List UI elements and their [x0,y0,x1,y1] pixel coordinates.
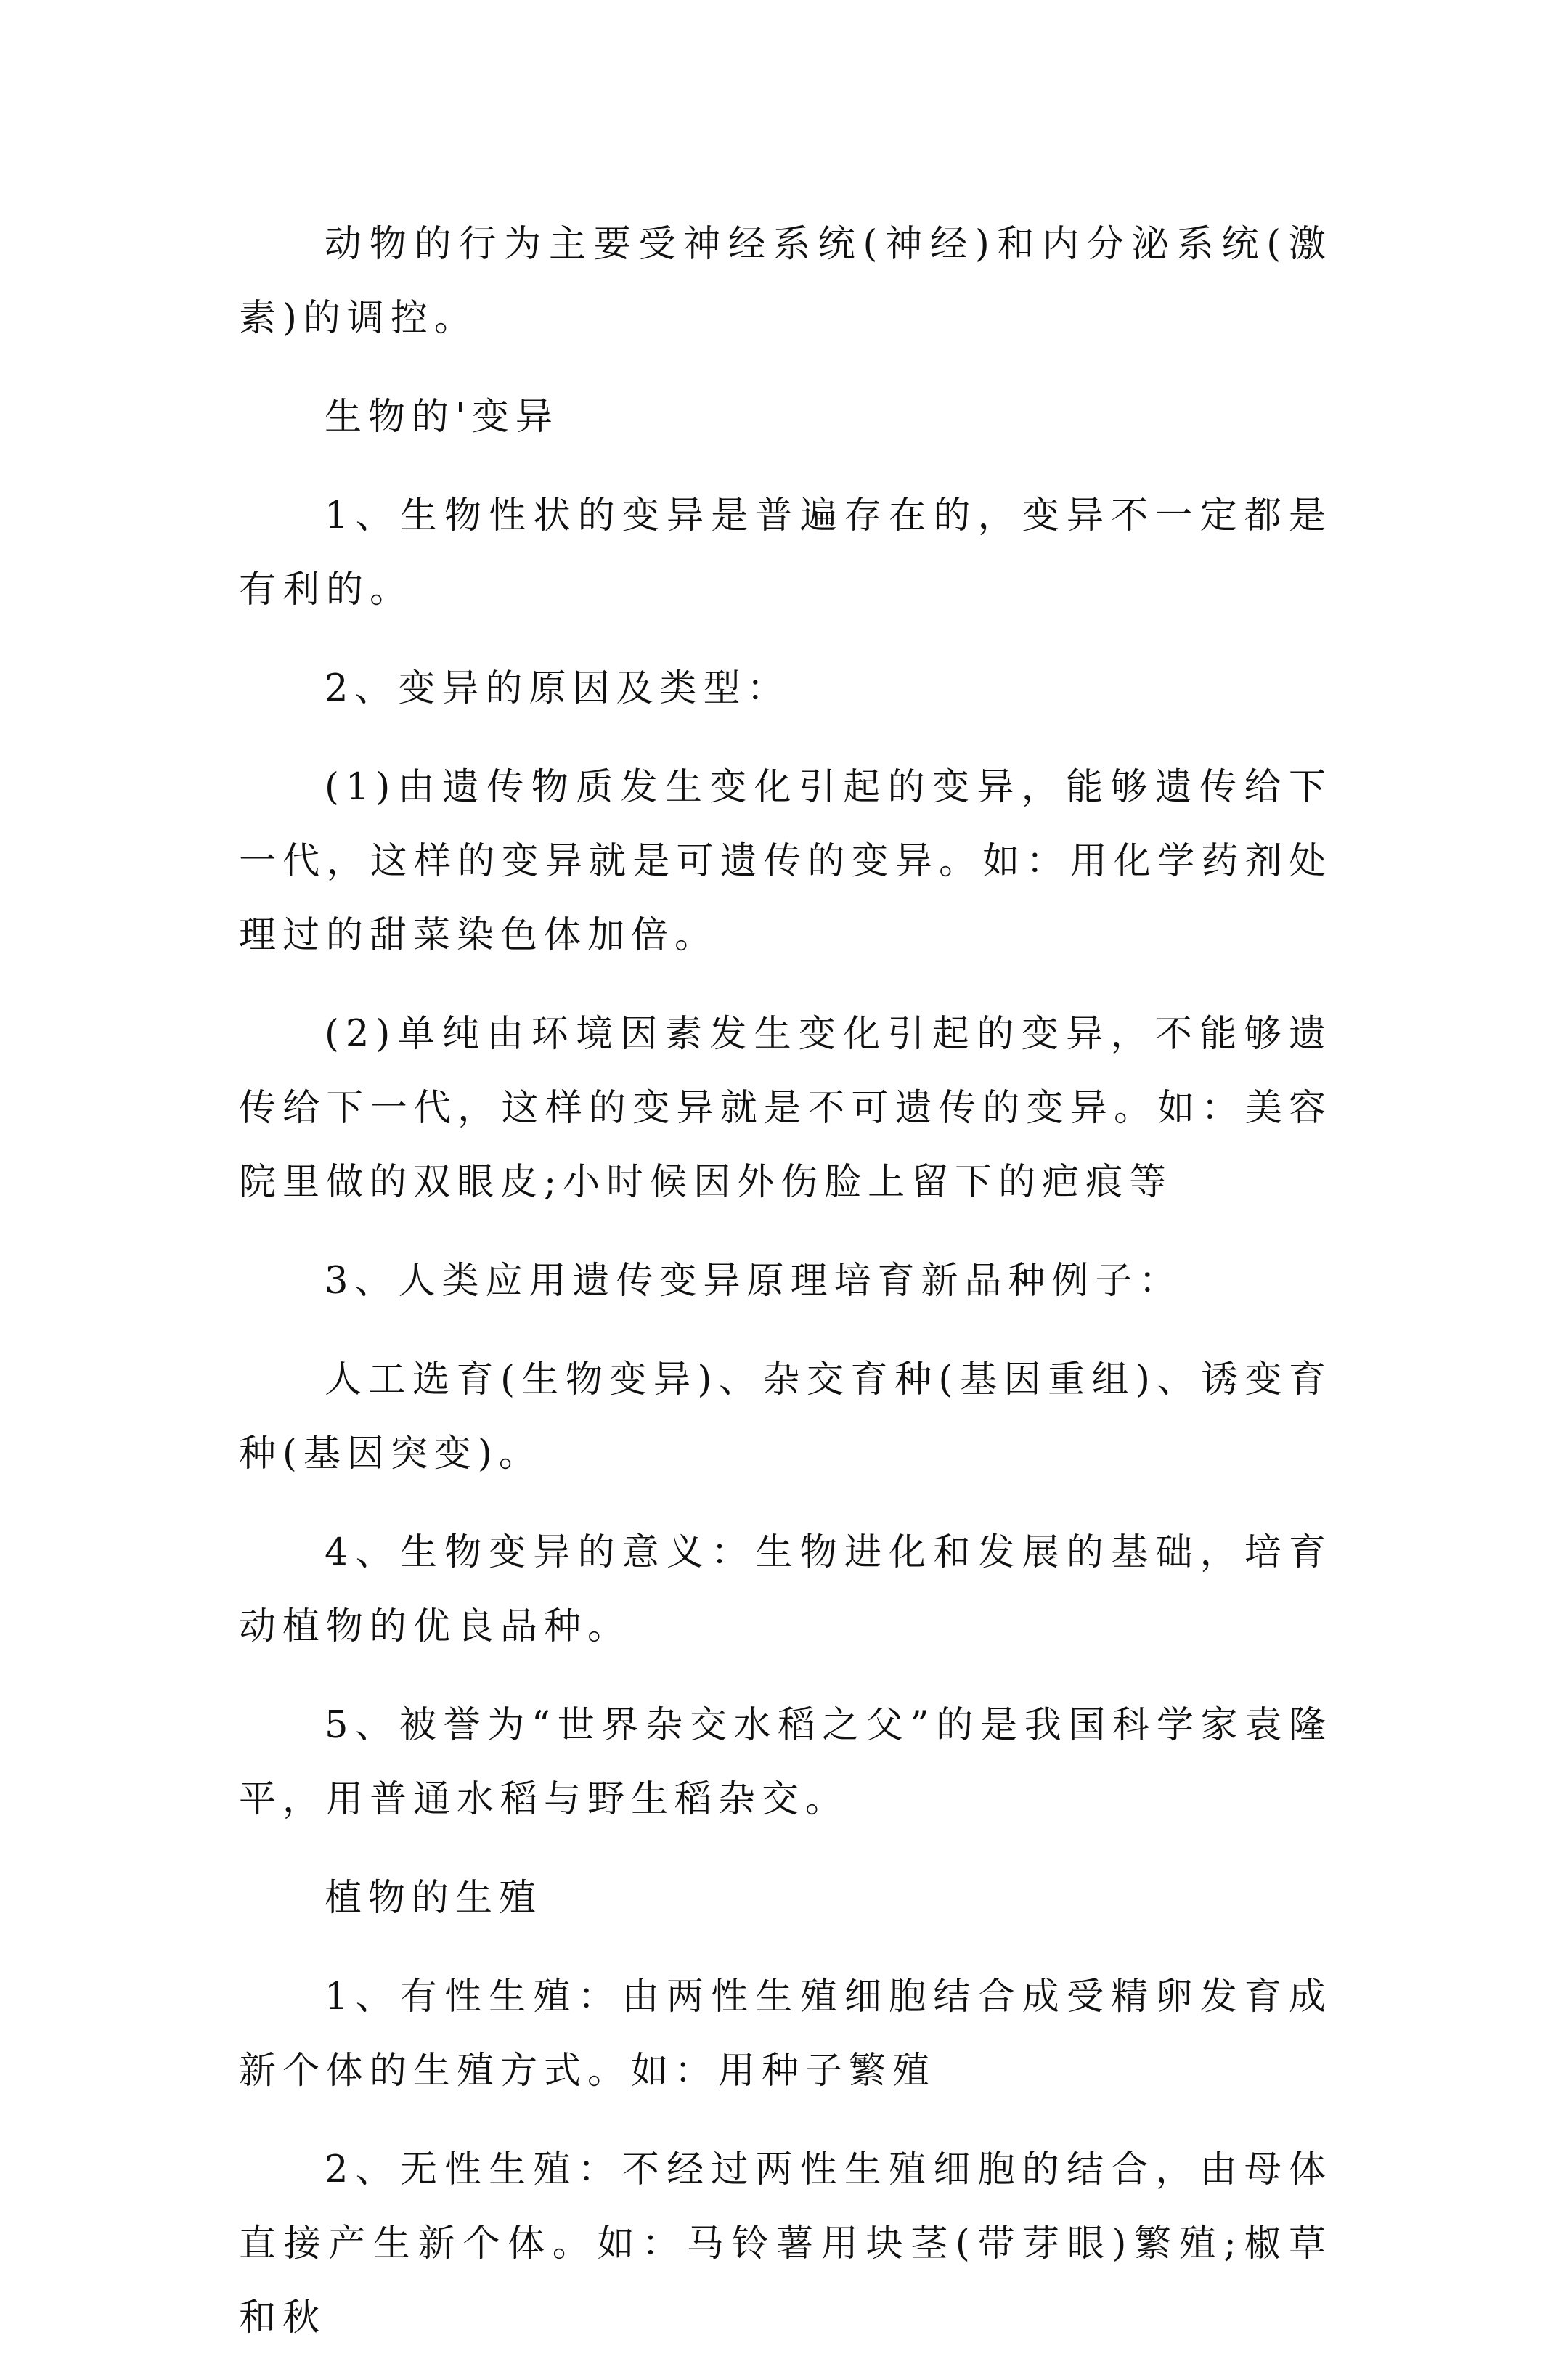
section-heading-variation: 生物的'变异 [325,396,560,439]
paragraph-variation-3: 3、人类应用遗传变异原理培育新品种例子： [325,1260,1183,1303]
paragraph-reproduction-2: 2、无性生殖：不经过两性生殖细胞的结合，由母体直接产生新个体。如：马铃薯用块茎(带芽眼)繁殖;椒草和秋 [239,2148,1332,2339]
paragraph-behavior-control: 动物的行为主要受神经系统(神经)和内分泌系统(激素)的调控。 [239,223,1332,340]
paragraph-variation-4: 4、生物变异的意义：生物进化和发展的基础，培育动植物的优良品种。 [239,1531,1332,1648]
section-heading-plant-reproduction: 植物的生殖 [325,1877,543,1920]
paragraph-variation-1: 1、生物性状的变异是普遍存在的，变异不一定都是有利的。 [239,494,1332,611]
document-body [239,208,1332,2380]
paragraph-variation-5: 5、被誉为“世界杂交水稻之父”的是我国科学家袁隆平，用普通水稻与野生稻杂交。 [239,1704,1332,1821]
paragraph-reproduction-1: 1、有性生殖：由两性生殖细胞结合成受精卵发育成新个体的生殖方式。如：用种子繁殖 [239,1976,1332,2092]
paragraph-variation-2-2: (2)单纯由环境因素发生变化引起的变异，不能够遗传给下一代，这样的变异就是不可遗传的变异。如：美容院里做的双眼皮;小时候因外伤脸上留下的疤痕等 [239,1013,1332,1204]
paragraph-variation-2-1: (1)由遗传物质发生变化引起的变异，能够遗传给下一代，这样的变异就是可遗传的变异。如：用化学药剂处理过的甜菜染色体加倍。 [239,766,1332,957]
paragraph-variation-2: 2、变异的原因及类型： [325,667,791,710]
paragraph-breeding-methods: 人工选育(生物变异)、杂交育种(基因重组)、诱变育种(基因突变)。 [239,1358,1332,1475]
